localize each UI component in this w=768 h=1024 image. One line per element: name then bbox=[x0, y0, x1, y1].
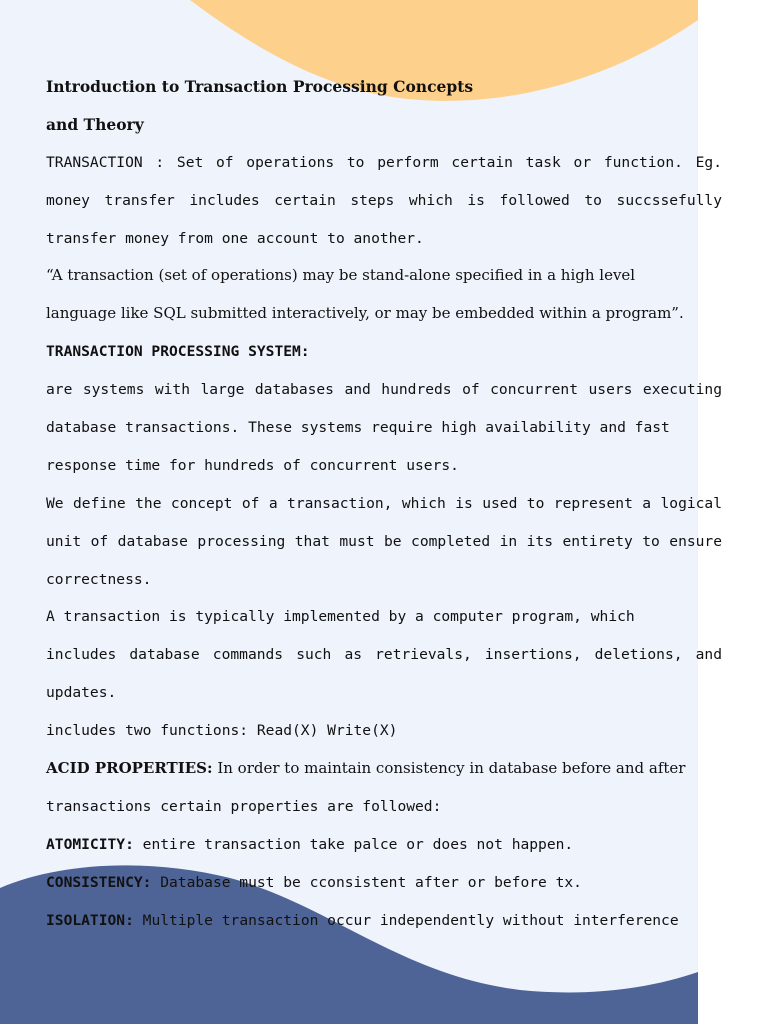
atomicity-line bbox=[46, 826, 722, 864]
concept-line-3: correctness. bbox=[46, 570, 152, 588]
transaction-definition-line-1 bbox=[46, 144, 722, 182]
transaction-term: TRANSACTION bbox=[46, 153, 143, 171]
concept-line-1: We define the concept of a transaction, which is used to represent a logical bbox=[46, 494, 722, 512]
transaction-definition-line-3: transfer money from one account to another. bbox=[46, 229, 424, 247]
tps-line-3: response time for hundreds of concurrent users. bbox=[46, 456, 459, 474]
document-body bbox=[46, 68, 722, 939]
implementation-line-2: includes database commands such as retrievals, insertions, deletions, and bbox=[46, 646, 722, 664]
consistency-term: CONSISTENCY: bbox=[46, 873, 152, 891]
acid-heading: ACID PROPERTIES: bbox=[46, 759, 213, 778]
consistency-text: Database must be cconsistent after or before tx. bbox=[160, 873, 582, 891]
transaction-definition-text: : Set of operations to perform certain task or function. Eg. bbox=[155, 153, 722, 171]
tps-line-2: database transactions. These systems require high availability and fast bbox=[46, 419, 670, 437]
transaction-definition-line-2: money transfer includes certain steps which is followed to succssefully bbox=[46, 191, 722, 209]
tps-line-1: are systems with large databases and hundreds of concurrent users executing bbox=[46, 381, 722, 399]
implementation-line-3: updates. bbox=[46, 684, 117, 702]
acid-line-1 bbox=[46, 750, 722, 788]
concept-line-2: unit of database processing that must be completed in its entirety to ensure bbox=[46, 532, 722, 550]
tps-heading: TRANSACTION PROCESSING SYSTEM: bbox=[46, 343, 310, 361]
acid-line-2: transactions certain properties are followed: bbox=[46, 797, 442, 815]
atomicity-term: ATOMICITY: bbox=[46, 835, 134, 853]
quote-line-1: “A transaction (set of operations) may be stand-alone specified in a high level bbox=[46, 266, 636, 285]
atomicity-text: entire transaction take palce or does not happen. bbox=[142, 835, 574, 853]
functions-line: includes two functions: Read(X) Write(X) bbox=[46, 722, 398, 740]
implementation-line-1: A transaction is typically implemented by a computer program, which bbox=[46, 608, 635, 626]
document-title-line-2: and Theory bbox=[46, 114, 144, 134]
quote-line-2: language like SQL submitted interactively, or may be embedded within a program”. bbox=[46, 304, 684, 323]
isolation-line bbox=[46, 902, 722, 940]
document-title-line-1: Introduction to Transaction Processing Concepts bbox=[46, 77, 474, 96]
consistency-line bbox=[46, 864, 722, 902]
isolation-term: ISOLATION: bbox=[46, 911, 134, 929]
acid-intro-text: In order to maintain consistency in database before and after bbox=[217, 759, 686, 778]
isolation-text: Multiple transaction occur independently without interference bbox=[142, 911, 679, 929]
